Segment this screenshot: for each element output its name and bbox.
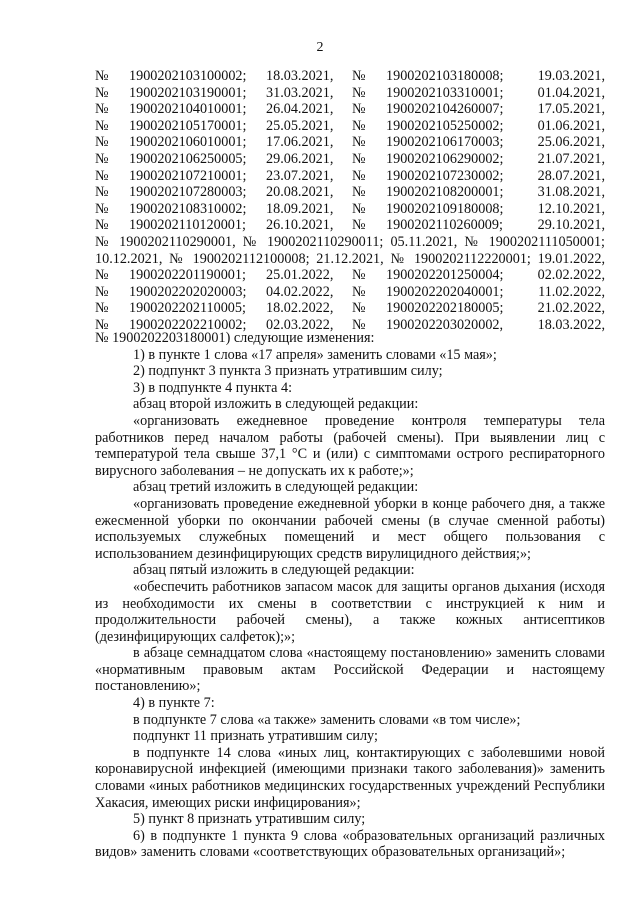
page-number: 2 [316, 40, 324, 55]
registry-cell: 1900202106290002; [386, 150, 504, 167]
paragraph: «организовать ежедневное проведение контроля температуры тела работников перед началом работы (рабочей смены). При выявлении лиц с температурой тела свыше 37,1 °С и (или) с симптомами острого респираторного вирусного заболевания – не допускать их к работе;»; [95, 412, 605, 479]
registry-cell: 1900202202210002; [129, 316, 247, 333]
registry-cell: № [352, 101, 366, 118]
registry-cell: № [95, 150, 109, 167]
registry-cell: № [352, 117, 366, 134]
paragraph: 2) подпункт 3 пункта 3 признать утратившим силу; [133, 363, 443, 380]
registry-cell: № [95, 68, 109, 84]
registry-cell: 1900202110260009; [386, 217, 503, 234]
registry-cell: № [352, 217, 366, 234]
registry-cell: 19.03.2021, [537, 68, 605, 84]
registry-cell: 1900202201250004; [386, 267, 504, 283]
registry-cell: № [352, 150, 366, 167]
registry-cell: 1900202106010001; [129, 134, 247, 151]
registry-cell: 29.06.2021, [266, 150, 334, 167]
registry-cell: № [95, 117, 109, 134]
registry-row [95, 201, 605, 218]
registry-row [95, 267, 605, 284]
registry-cell: 1900202104260007; [386, 101, 504, 118]
registry-cell: № [352, 68, 366, 84]
registry-cell: 1900202107210001; [129, 167, 247, 184]
registry-line: № 1900202110290001, № 1900202110290011; 05.11.2021, № 1900202111050001; [95, 234, 605, 250]
registry-cell: 18.03.2021, [266, 68, 334, 84]
registry-cell: № [95, 167, 109, 184]
registry-cell: 26.04.2021, [266, 101, 334, 118]
registry-cell: 21.02.2022, [537, 300, 605, 317]
paragraph: в подпункте 7 слова «а также» заменить словами «в том числе»; [133, 711, 521, 728]
registry-cell: 1900202108200001; [386, 184, 504, 201]
registry-cell: № [95, 283, 109, 300]
registry-cell: № [95, 316, 109, 333]
registry-row [95, 68, 605, 85]
registry-row [95, 300, 605, 317]
registry-cell: № [352, 134, 366, 151]
registry-cell: № [95, 101, 109, 118]
registry-cell: 18.09.2021, [266, 200, 334, 217]
registry-cell: 1900202103100002; [129, 68, 247, 84]
registry-cell: 1900202203020002, [386, 316, 504, 333]
registry-cell: 25.01.2022, [266, 267, 334, 283]
registry-cell: 17.06.2021, [266, 134, 334, 151]
paragraph: «организовать проведение ежедневной уборки в конце рабочего дня, а также ежесменной уборки по окончании рабочей смены (в случае сменной работы) используемых служебных помещений и мест общего пользования с использованием дезинфицирующих средств вирулицидного действия;»; [95, 495, 605, 562]
registry-cell: № [352, 184, 366, 201]
paragraph: «обеспечить работников запасом масок для защиты органов дыхания (исходя из необходимости их смены в соответствии с инструкцией к ним и продолжительности рабочей смены), а также кожных антисептиков (дезинфицирующих салфеток);»; [95, 578, 605, 645]
registry-cell: 12.10.2021, [537, 200, 605, 217]
registry-cell: № [95, 84, 109, 101]
registry-cell: 1900202202180005; [386, 300, 504, 317]
registry-cell: 1900202202040001; [386, 283, 504, 300]
registry-cell: № [352, 300, 366, 317]
registry-row [95, 184, 605, 201]
registry-row [95, 118, 605, 135]
paragraph: в абзаце семнадцатом слова «настоящему постановлению» заменить словами «нормативным правовым актам Российской Федерации и настоящему постановлению»; [95, 645, 605, 695]
paragraph: № 1900202203180001) следующие изменения: [95, 330, 375, 346]
registry-cell: 1900202107280003; [129, 184, 247, 201]
registry-row [95, 151, 605, 168]
registry-cell: 1900202110120001; [129, 217, 246, 234]
registry-cell: 31.08.2021, [537, 184, 605, 201]
registry-row [95, 101, 605, 118]
registry-row [95, 284, 605, 301]
registry-cell: 1900202104010001; [129, 101, 247, 118]
registry-cell: № [352, 283, 366, 300]
registry-cell: 23.07.2021, [266, 167, 334, 184]
registry-cell: № [352, 167, 366, 184]
registry-cell: 17.05.2021, [537, 101, 605, 118]
registry-cell: № [352, 200, 366, 217]
document-body [95, 330, 605, 861]
registry-cell: 26.10.2021, [266, 217, 334, 234]
registry-cell: 1900202107230002; [386, 167, 504, 184]
registry-row [95, 134, 605, 151]
paragraph: в подпункте 14 слова «иных лиц, контактирующих с заболевшими новой коронавирусной инфекцией (имеющими признаки такого заболевания)» заменить словами «иных работников медицинских государственных учреждений Республики Хакасия, имеющих риски инфицирования»; [95, 744, 605, 811]
registry-cell: 1900202201190001; [129, 267, 246, 283]
registry-cell: 18.02.2022, [266, 300, 334, 317]
registry-cell: № [95, 300, 109, 317]
registry-cell: № [352, 316, 366, 333]
registry-cell: 1900202103190001; [129, 84, 247, 101]
registry-cell: 1900202105170001; [129, 117, 247, 134]
registry-table [95, 68, 605, 234]
registry-cell: № [352, 84, 366, 101]
paragraph: 6) в подпункте 1 пункта 9 слова «образовательных организаций различных видов» заменить словами «соответствующих образовательных организаций»; [95, 827, 605, 861]
paragraph: абзац второй изложить в следующей редакции: [133, 396, 419, 413]
registry-table-continued [95, 267, 605, 333]
registry-cell: 25.05.2021, [266, 117, 334, 134]
registry-cell: 1900202202110005; [129, 300, 246, 317]
registry-cell: 11.02.2022, [538, 283, 605, 300]
registry-cell: 18.03.2022, [537, 316, 605, 333]
registry-cell: № [95, 200, 109, 217]
paragraph: подпункт 11 признать утратившим силу; [133, 728, 378, 745]
registry-cell: № [95, 267, 109, 283]
registry-row [95, 85, 605, 102]
registry-line: 10.12.2021, № 1900202112100008; 21.12.2021, № 1900202112220001; 19.01.2022, [95, 250, 605, 267]
paragraph: 3) в подпункте 4 пункта 4: [133, 379, 293, 396]
registry-cell: 1900202202020003; [129, 283, 247, 300]
paragraph: 1) в пункте 1 слова «17 апреля» заменить словами «15 мая»; [133, 346, 497, 363]
registry-cell: 1900202103180008; [386, 68, 504, 84]
registry-cell: № [352, 267, 366, 283]
registry-cell: 02.02.2022, [537, 267, 605, 283]
paragraph: абзац третий изложить в следующей редакции: [133, 479, 419, 496]
registry-cell: 1900202109180008; [386, 200, 504, 217]
registry-cell: 1900202106250005; [129, 150, 247, 167]
paragraph: абзац пятый изложить в следующей редакции: [133, 562, 415, 579]
registry-cell: 28.07.2021, [537, 167, 605, 184]
registry-cell: 01.04.2021, [537, 84, 605, 101]
registry-cell: 01.06.2021, [537, 117, 605, 134]
registry-cell: 29.10.2021, [537, 217, 605, 234]
registry-cell: № [95, 134, 109, 151]
registry-cell: 20.08.2021, [266, 184, 334, 201]
registry-cell: 1900202105250002; [386, 117, 504, 134]
registry-cell: № [95, 217, 109, 234]
paragraph: 4) в пункте 7: [133, 695, 215, 712]
registry-cell: 1900202103310001; [386, 84, 504, 101]
registry-cell: № [95, 184, 109, 201]
registry-cell: 31.03.2021, [266, 84, 334, 101]
paragraph: 5) пункт 8 признать утратившим силу; [133, 811, 366, 828]
registry-row [95, 168, 605, 185]
registry-cell: 04.02.2022, [266, 283, 334, 300]
registry-cell: 1900202108310002; [129, 200, 247, 217]
registry-cell: 1900202106170003; [386, 134, 504, 151]
registry-cell: 21.07.2021, [537, 150, 605, 167]
registry-row [95, 217, 605, 234]
registry-cell: 25.06.2021, [537, 134, 605, 151]
registry-cell: 02.03.2022, [266, 316, 334, 333]
